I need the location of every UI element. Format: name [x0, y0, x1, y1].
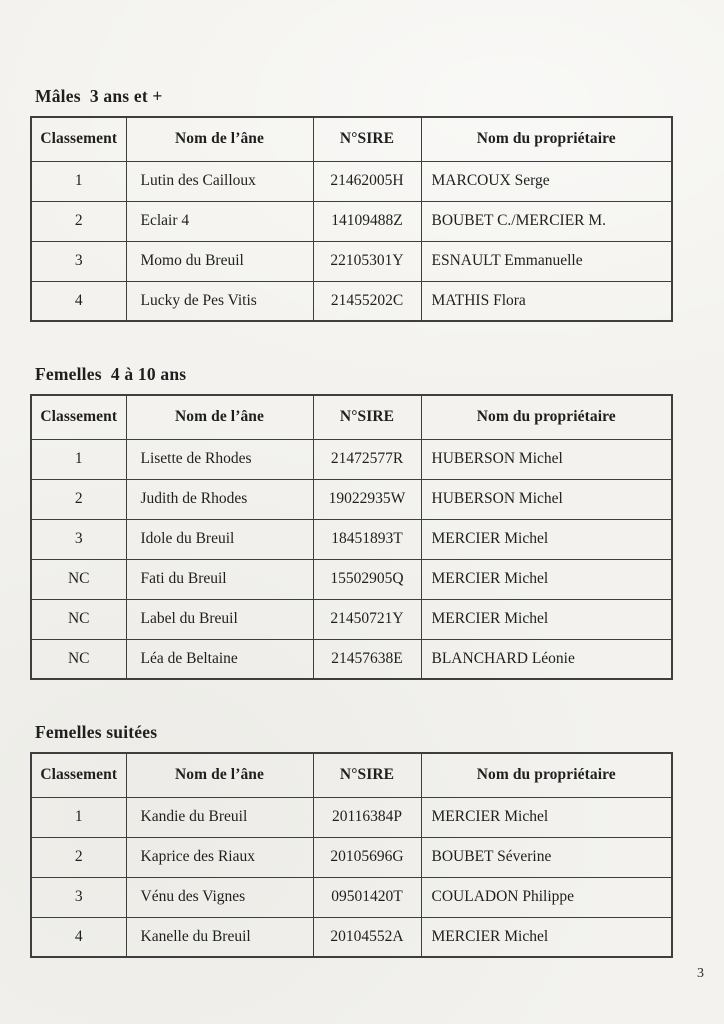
donkey-name-cell: Lisette de Rhodes: [126, 439, 313, 479]
owner-name-cell: MERCIER Michel: [421, 559, 672, 599]
donkey-name-cell: Vénu des Vignes: [126, 877, 313, 917]
rank-cell: 3: [31, 877, 126, 917]
sire-number-cell: 21457638E: [313, 639, 421, 679]
rank-cell: 1: [31, 161, 126, 201]
table-header-row: [31, 753, 672, 797]
rank-cell: 2: [31, 837, 126, 877]
table-row: [31, 599, 672, 639]
donkey-name-cell: Judith de Rhodes: [126, 479, 313, 519]
donkey-name-cell: Eclair 4: [126, 201, 313, 241]
column-header-classement: Classement: [31, 117, 126, 161]
section-title: Mâles 3 ans et +: [35, 86, 163, 106]
rank-cell: 4: [31, 917, 126, 957]
section-femelles-suitees: [30, 722, 671, 958]
sire-number-cell: 22105301Y: [313, 241, 421, 281]
column-header-classement: Classement: [31, 753, 126, 797]
table-row: [31, 439, 672, 479]
owner-name-cell: COULADON Philippe: [421, 877, 672, 917]
owner-name-cell: MERCIER Michel: [421, 599, 672, 639]
owner-name-cell: MATHIS Flora: [421, 281, 672, 321]
table-row: [31, 877, 672, 917]
owner-name-cell: BOUBET C./MERCIER M.: [421, 201, 672, 241]
table-row: [31, 241, 672, 281]
donkey-name-cell: Kandie du Breuil: [126, 797, 313, 837]
rank-cell: 3: [31, 519, 126, 559]
column-header-proprietaire: Nom du propriétaire: [421, 395, 672, 439]
column-header-classement: Classement: [31, 395, 126, 439]
column-header-sire: N°SIRE: [313, 395, 421, 439]
column-header-nom-ane: Nom de l’âne: [126, 117, 313, 161]
owner-name-cell: MERCIER Michel: [421, 519, 672, 559]
rank-cell: 1: [31, 797, 126, 837]
sire-number-cell: 09501420T: [313, 877, 421, 917]
donkey-name-cell: Momo du Breuil: [126, 241, 313, 281]
section-title: Femelles 4 à 10 ans: [35, 364, 187, 384]
table-row: [31, 837, 672, 877]
donkey-name-cell: Lucky de Pes Vitis: [126, 281, 313, 321]
donkey-name-cell: Kanelle du Breuil: [126, 917, 313, 957]
owner-name-cell: MERCIER Michel: [421, 917, 672, 957]
sire-number-cell: 21472577R: [313, 439, 421, 479]
owner-name-cell: MARCOUX Serge: [421, 161, 672, 201]
owner-name-cell: MERCIER Michel: [421, 797, 672, 837]
table-row: [31, 639, 672, 679]
results-table-femelles-4-10: [30, 394, 673, 680]
owner-name-cell: HUBERSON Michel: [421, 479, 672, 519]
sire-number-cell: 21455202C: [313, 281, 421, 321]
sire-number-cell: 21462005H: [313, 161, 421, 201]
sire-number-cell: 20105696G: [313, 837, 421, 877]
column-header-sire: N°SIRE: [313, 753, 421, 797]
table-row: [31, 479, 672, 519]
rank-cell: NC: [31, 599, 126, 639]
donkey-name-cell: Kaprice des Riaux: [126, 837, 313, 877]
owner-name-cell: HUBERSON Michel: [421, 439, 672, 479]
owner-name-cell: ESNAULT Emmanuelle: [421, 241, 672, 281]
rank-cell: 2: [31, 479, 126, 519]
sire-number-cell: 21450721Y: [313, 599, 421, 639]
rank-cell: 2: [31, 201, 126, 241]
page-number: 3: [697, 966, 704, 981]
table-row: [31, 917, 672, 957]
column-header-sire: N°SIRE: [313, 117, 421, 161]
rank-cell: 4: [31, 281, 126, 321]
table-row: [31, 281, 672, 321]
table-header-row: [31, 117, 672, 161]
column-header-nom-ane: Nom de l’âne: [126, 395, 313, 439]
table-row: [31, 201, 672, 241]
table-row: [31, 519, 672, 559]
donkey-name-cell: Idole du Breuil: [126, 519, 313, 559]
donkey-name-cell: Fati du Breuil: [126, 559, 313, 599]
section-title: Femelles suitées: [35, 722, 158, 742]
donkey-name-cell: Léa de Beltaine: [126, 639, 313, 679]
sire-number-cell: 20116384P: [313, 797, 421, 837]
table-row: [31, 797, 672, 837]
rank-cell: NC: [31, 639, 126, 679]
column-header-proprietaire: Nom du propriétaire: [421, 117, 672, 161]
section-femelles-4-10ans: [30, 364, 671, 680]
owner-name-cell: BOUBET Séverine: [421, 837, 672, 877]
column-header-nom-ane: Nom de l’âne: [126, 753, 313, 797]
donkey-name-cell: Label du Breuil: [126, 599, 313, 639]
table-row: [31, 559, 672, 599]
sire-number-cell: 19022935W: [313, 479, 421, 519]
results-table-males: [30, 116, 673, 322]
table-row: [31, 161, 672, 201]
sire-number-cell: 20104552A: [313, 917, 421, 957]
owner-name-cell: BLANCHARD Léonie: [421, 639, 672, 679]
sire-number-cell: 15502905Q: [313, 559, 421, 599]
rank-cell: 1: [31, 439, 126, 479]
column-header-proprietaire: Nom du propriétaire: [421, 753, 672, 797]
page-content: [30, 86, 671, 958]
section-males-3ans: [30, 86, 671, 322]
sire-number-cell: 14109488Z: [313, 201, 421, 241]
table-header-row: [31, 395, 672, 439]
sire-number-cell: 18451893T: [313, 519, 421, 559]
donkey-name-cell: Lutin des Cailloux: [126, 161, 313, 201]
rank-cell: NC: [31, 559, 126, 599]
rank-cell: 3: [31, 241, 126, 281]
results-table-femelles-suitees: [30, 752, 673, 958]
